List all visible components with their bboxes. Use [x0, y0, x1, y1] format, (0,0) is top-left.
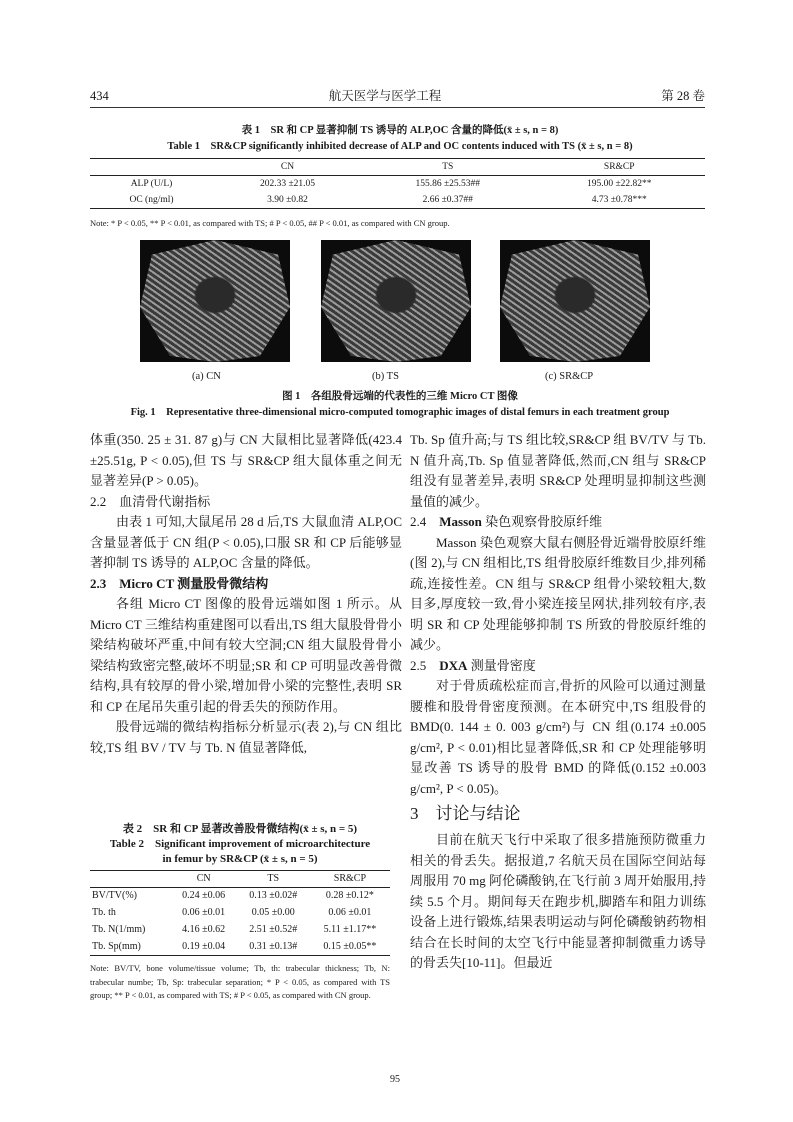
cell: 155.86 ±25.53##	[415, 179, 481, 189]
column-header: SR&CP	[333, 873, 367, 884]
section-heading: 2.2 血清骨代谢指标	[90, 493, 211, 509]
heading-number: 2.4	[410, 514, 440, 529]
paragraph: Tb. Sp 值升高;与 TS 组比较,SR&CP 组 BV/TV 与 Tb. N 值升高,Tb. Sp 值显著降低,然而,CN 组与 SR&CP 组没有显著差异,表明 SR&CP 处理明显抑制这些测量值的减少。	[410, 432, 706, 509]
panel-label: (b) TS	[372, 371, 399, 382]
table1	[90, 158, 705, 209]
cell: 4.73 ±0.78***	[591, 195, 647, 205]
figure-panel-srcp	[500, 240, 650, 362]
cell: 0.06 ±0.01	[328, 907, 372, 918]
column-header	[90, 159, 213, 176]
cell: 0.19 ±0.04	[182, 940, 226, 952]
column-header: CN	[280, 162, 295, 172]
cell: 195.00 ±22.82**	[586, 179, 652, 189]
column-header: SR&CP	[603, 162, 635, 172]
table1-title-cn: 表 1 SR 和 CP 显著抑制 TS 诱导的 ALP,OC 含量的降低(x̄ ± s, n = 8)	[241, 125, 559, 136]
cell: 0.24 ±0.06	[182, 890, 226, 902]
table2-note: Note: BV/TV, bone volume/tissue volume; Tb, th: trabecular thickness; Tb, N: trabecular numbe; Tb, Sp: trabecular separation; * P < 0.05, as compared with TS group; ** P < 0.01, as compared with TS; # P < 0.05, as compared with CN group.	[90, 963, 390, 1000]
column-header: TS	[442, 162, 454, 172]
heading-bold: DXA	[439, 657, 468, 673]
cell: Tb. Sp(mm)	[92, 940, 141, 952]
cell: 0.13 ±0.02#	[249, 890, 298, 902]
cell: OC (ng/ml)	[129, 195, 174, 205]
cell: Tb. N(1/mm)	[92, 924, 146, 935]
cell: 0.31 ±0.13#	[249, 940, 298, 952]
cell: 5.11 ±1.17**	[323, 924, 377, 935]
cell: 0.06 ±0.01	[182, 907, 226, 918]
table1-title-en: Table 1 SR&CP significantly inhibited decrease of ALP and OC contents induced with TS (x̄ ± s, n = 8)	[167, 141, 633, 152]
left-column	[90, 430, 402, 758]
table2	[90, 870, 390, 956]
volume: 第 28 卷	[661, 89, 705, 103]
column-header: TS	[267, 873, 280, 884]
cell: 4.16 ±0.62	[182, 924, 226, 935]
running-header	[90, 88, 705, 108]
right-column	[410, 430, 706, 974]
heading-number: 2.5	[410, 657, 440, 673]
paragraph: Masson 染色观察大鼠右侧胫骨近端骨胶原纤维(图 2),与 CN 组相比,TS 组骨胶原纤维数目少,排列稀疏,连接性差。CN 组与 SR&CP 组骨小梁较粗大,数目多,厚度较一致,骨小梁连接呈网状,排列较有序,表明 SR 和 CP 处理能够抑制 TS 所致的骨胶原纤维的减少。	[410, 534, 706, 652]
table-row	[90, 888, 390, 905]
paragraph: 对于骨质疏松症而言,骨折的风险可以通过测量腰椎和股骨骨密度预测。在本研究中,TS 组股骨的 BMD(0. 144 ± 0. 003 g/cm²)与 CN 组(0.174 ±0.005 g/cm², P < 0.01)相比显著降低,SR 和 CP 处理能够明显改善 TS 诱导的股骨 BMD 的降低(0.152 ±0.003 g/cm², P < 0.05)。	[410, 678, 706, 796]
cell: 3.90 ±0.82	[267, 195, 308, 205]
page-number: 434	[90, 89, 109, 103]
table-row	[90, 192, 705, 209]
table2-title-cn: 表 2 SR 和 CP 显著改善股骨微结构(x̄ ± s, n = 5)	[122, 823, 358, 835]
section-heading: 3 讨论与结论	[410, 804, 521, 823]
cell: ALP (U/L)	[130, 179, 173, 189]
table-row	[90, 922, 390, 939]
figure1-caption-en: Fig. 1 Representative three-dimensional micro-computed tomographic images of distal femurs in each treatment group	[130, 407, 670, 418]
figure-panel-ts	[321, 240, 471, 362]
panel-label: (c) SR&CP	[545, 371, 594, 382]
paragraph: 体重(350. 25 ± 31. 87 g)与 CN 大鼠相比显著降低(423.4 ±25.51g, P < 0.05),但 TS 与 SR&CP 组大鼠体重之间无显著差异(P > 0.05)。	[90, 432, 402, 488]
cell: 2.66 ±0.37##	[422, 195, 473, 205]
column-header: CN	[196, 873, 211, 884]
paragraph: 股骨远端的微结构指标分析显示(表 2),与 CN 组比较,TS 组 BV / TV 与 Tb. N 值显著降低,	[90, 719, 402, 755]
heading-bold: Masson	[439, 514, 482, 529]
heading-text: 测量骨密度	[467, 657, 536, 673]
table2-title-en: Table 2 Significant improvement of microarchitecture	[109, 838, 371, 850]
column-header	[90, 871, 171, 888]
paragraph: 由表 1 可知,大鼠尾吊 28 d 后,TS 大鼠血清 ALP,OC 含量显著低于 CN 组(P < 0.05),口服 SR 和 CP 后能够显著抑制 TS 诱导的 ALP,OC 含量的降低。	[90, 514, 402, 570]
paragraph: 目前在航天飞行中采取了很多措施预防微重力相关的骨丢失。据报道,7 名航天员在国际空间站每周服用 70 mg 阿伦磷酸钠,在飞行前 3 周开始服用,持续 5.5 个月。期间每天在跑步机,脚踏车和阻力训练设备上进行锻炼,结果表明运动与阿伦磷酸钠药物相结合在长时间的太空飞行中能显著抑制微重力诱导的骨丢失[10-11]。但最近	[410, 832, 706, 970]
table-row	[90, 939, 390, 956]
cell: Tb. th	[92, 907, 116, 918]
table2-title	[90, 822, 390, 867]
paragraph: 各组 Micro CT 图像的股骨远端如图 1 所示。从 Micro CT 三维结构重建图可以看出,TS 组大鼠股骨骨小梁结构破坏严重,中间有较大空洞;CN 组大鼠股骨骨小梁结构致密完整,破坏不明显;SR 和 CP 可明显改善骨微结构,具有较厚的骨小梁,增加骨小梁的完整性,表明 SR 和 CP 在尾吊失重引起的骨丢失的预防作用。	[90, 596, 402, 714]
section-heading: 2.3 Micro CT 测量股骨微结构	[90, 575, 269, 591]
cell: 202.33 ±21.05	[259, 179, 316, 189]
cell: 2.51 ±0.52#	[249, 924, 298, 935]
section-heading	[410, 512, 706, 533]
cell: BV/TV(%)	[92, 890, 137, 902]
cell: 0.05 ±0.00	[251, 907, 295, 918]
footer-page-number: 95	[390, 1074, 400, 1085]
cell: 0.28 ±0.12*	[325, 890, 374, 902]
section-heading	[410, 656, 706, 677]
table2-title-en: in femur by SR&CP (x̄ ± s, n = 5)	[162, 853, 318, 865]
table-row	[90, 176, 705, 193]
figure1-caption-cn: 图 1 各组股骨远端的代表性的三维 Micro CT 图像	[282, 391, 518, 402]
table1-note: Note: * P < 0.05, ** P < 0.01, as compared with TS; # P < 0.05, ## P < 0.01, as compared with CN group.	[90, 218, 450, 228]
journal-name: 航天医学与医学工程	[328, 89, 442, 103]
panel-label: (a) CN	[192, 371, 221, 382]
table-row	[90, 905, 390, 922]
heading-text: 染色观察骨胶原纤维	[481, 514, 603, 529]
cell: 0.15 ±0.05**	[323, 940, 377, 952]
figure-panel-cn	[140, 240, 290, 362]
